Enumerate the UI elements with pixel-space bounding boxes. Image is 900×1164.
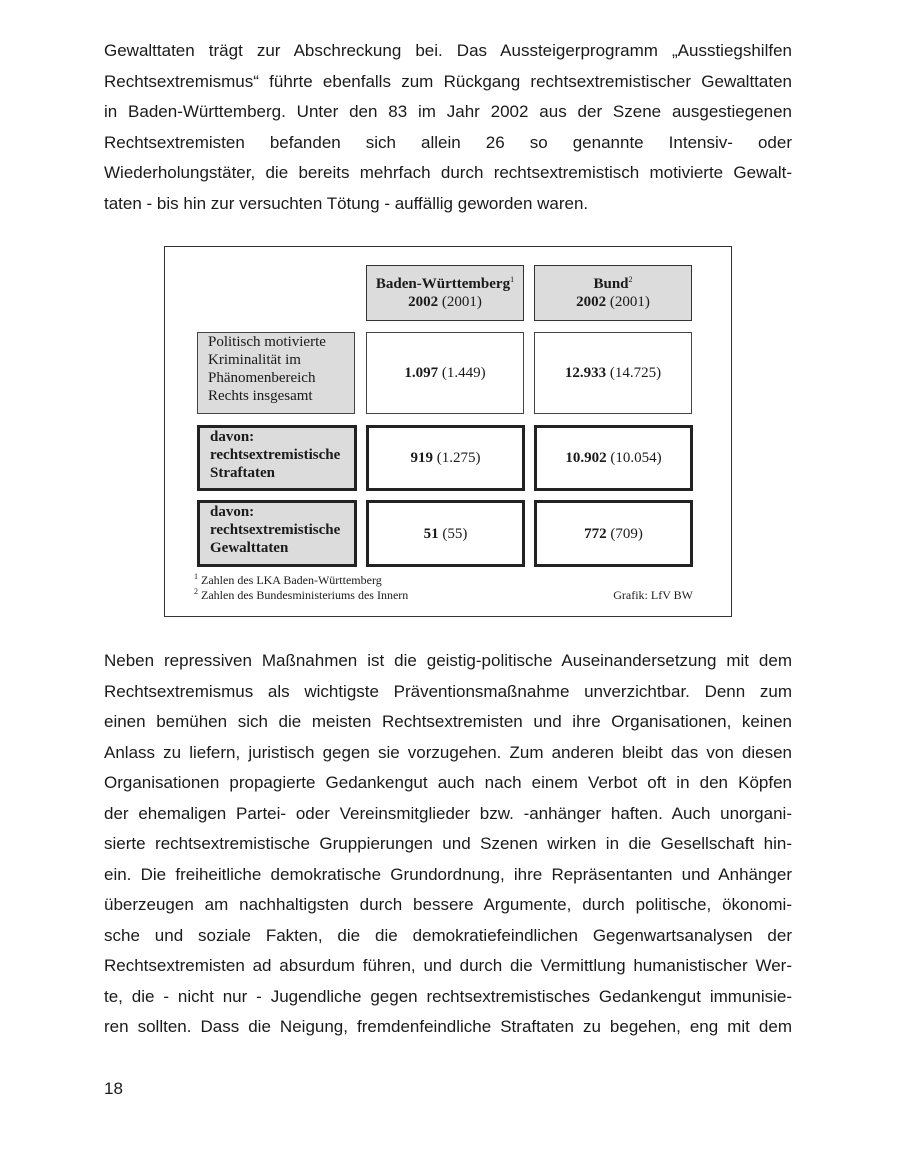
value-cell-bund bbox=[534, 332, 692, 414]
footnote-marker: 1 bbox=[510, 275, 515, 284]
row-label-line: Gewalttaten bbox=[210, 540, 289, 556]
value-current: 772 bbox=[584, 525, 607, 542]
text-line: in Baden-Württemberg. Unter den 83 im Jahr 2002 aus der Szene ausgestiegenen bbox=[104, 102, 792, 121]
page-number: 18 bbox=[104, 1079, 123, 1098]
footnote-1 bbox=[194, 573, 382, 587]
value-previous: (1.275) bbox=[436, 450, 481, 466]
text-line: der ehemaligen Partei- oder Vereinsmitglieder bzw. -anhänger haften. Auch unorgani- bbox=[104, 803, 792, 823]
column-name: Baden-Württemberg bbox=[375, 276, 511, 292]
text-line: Organisationen propagierte Gedankengut auch nach einem Verbot oft in den Köpfen bbox=[104, 773, 792, 792]
row-label-line: davon: bbox=[210, 429, 255, 445]
text-line: ren sollten. Dass die Neigung, fremdenfeindliche Straftaten zu begehen, eng mit dem bbox=[104, 1017, 792, 1036]
row-label-line: rechtsextremistische bbox=[210, 522, 341, 538]
value-previous: (709) bbox=[610, 525, 643, 542]
value-current: 919 bbox=[410, 450, 433, 466]
value-previous: (14.725) bbox=[609, 365, 662, 381]
text-line: Rechtsextremisten ad absurdum führen, und durch die Vermittlung humanistischer Wer- bbox=[104, 956, 792, 975]
text-line: taten - bis hin zur versuchten Tötung - auffällig geworden waren. bbox=[104, 193, 589, 213]
footnote-2 bbox=[194, 588, 408, 602]
value-current: 10.902 bbox=[565, 450, 607, 466]
value-cell-bund bbox=[534, 500, 693, 567]
column-header-bund bbox=[534, 265, 692, 321]
column-prev-year: (2001) bbox=[441, 294, 482, 310]
value-previous: (55) bbox=[442, 525, 468, 542]
value-cell-bw bbox=[366, 332, 524, 414]
value-previous: (1.449) bbox=[441, 365, 486, 381]
column-name: Bund bbox=[593, 276, 629, 292]
text-line: te, die - nicht nur - Jugendliche gegen rechtsextremistisches Gedankengut immunisie- bbox=[104, 986, 792, 1006]
footnote-marker: 2 bbox=[628, 275, 633, 284]
value-cell-bw bbox=[366, 425, 525, 491]
paragraph-prevention bbox=[104, 646, 792, 1043]
row-label-line: rechtsextremistische bbox=[210, 447, 341, 463]
text-line: Gewalttaten trägt zur Abschreckung bei. Das Aussteigerprogramm „Ausstiegshilfen bbox=[104, 41, 792, 60]
text-line: sierte rechtsextremistische Gruppierungen und Szenen wirken in die Gesellschaft hin- bbox=[104, 834, 792, 853]
row-label-line: Kriminalität im bbox=[208, 352, 301, 368]
row-label-line: davon: bbox=[210, 504, 255, 520]
figure-credit: Grafik: LfV BW bbox=[613, 588, 693, 602]
footnote-text: Zahlen des Bundesministeriums des Innern bbox=[201, 588, 409, 602]
row-label-line: Straftaten bbox=[210, 465, 275, 481]
value-cell-bund bbox=[534, 425, 693, 491]
row-label-line: Rechts insgesamt bbox=[208, 388, 313, 404]
footnote-text: Zahlen des LKA Baden-Württemberg bbox=[201, 573, 382, 587]
column-year: 2002 bbox=[408, 294, 439, 310]
text-line: einen bemühen sich die meisten Rechtsextremisten und ihre Organisationen, keinen bbox=[104, 712, 792, 731]
row-label-line: Politisch motivierte bbox=[208, 334, 326, 350]
text-line: überzeugen am nachhaltigsten durch bessere Argumente, durch politische, ökonomi- bbox=[104, 895, 792, 914]
value-current: 12.933 bbox=[564, 365, 607, 381]
column-year: 2002 bbox=[576, 294, 607, 310]
footnote-marker: 2 bbox=[194, 587, 198, 596]
row-label-gewalttaten bbox=[197, 500, 357, 567]
value-cell-bw bbox=[366, 500, 525, 567]
value-previous: (10.054) bbox=[610, 450, 662, 466]
text-line: Anlass zu liefern, juristisch gegen sie vorzugehen. Zum anderen bleibt das von diesen bbox=[104, 742, 792, 762]
column-prev-year: (2001) bbox=[609, 294, 650, 310]
text-line: Rechtsextremismus“ führte ebenfalls zum Rückgang rechtsextremistischer Gewalttaten bbox=[104, 71, 792, 91]
text-line: Neben repressiven Maßnahmen ist die geistig-politische Auseinandersetzung mit dem bbox=[104, 651, 792, 670]
row-label-line: Phänomenbereich bbox=[208, 370, 316, 386]
value-current: 1.097 bbox=[404, 365, 439, 381]
paragraph-intro bbox=[104, 36, 792, 219]
text-line: Rechtsextremismus als wichtigste Präventionsmaßnahme unverzichtbar. Denn zum bbox=[104, 681, 792, 701]
footnote-marker: 1 bbox=[194, 572, 198, 581]
row-label-straftaten bbox=[197, 425, 357, 491]
value-current: 51 bbox=[423, 525, 439, 542]
statistics-figure bbox=[164, 246, 732, 617]
column-header-baden-wuerttemberg bbox=[366, 265, 524, 321]
text-line: Rechtsextremisten befanden sich allein 26 so genannte Intensiv- oder bbox=[104, 132, 792, 152]
text-line: ein. Die freiheitliche demokratische Grundordnung, ihre Repräsentanten und Anhänger bbox=[104, 864, 792, 884]
row-label-pmk-rechts bbox=[197, 332, 355, 414]
text-line: Wiederholungstäter, die bereits mehrfach durch rechtsextremistisch motivierte Gewalt- bbox=[104, 163, 792, 182]
text-line: sche und soziale Fakten, die die demokratiefeindlichen Gegenwartsanalysen der bbox=[104, 925, 792, 945]
